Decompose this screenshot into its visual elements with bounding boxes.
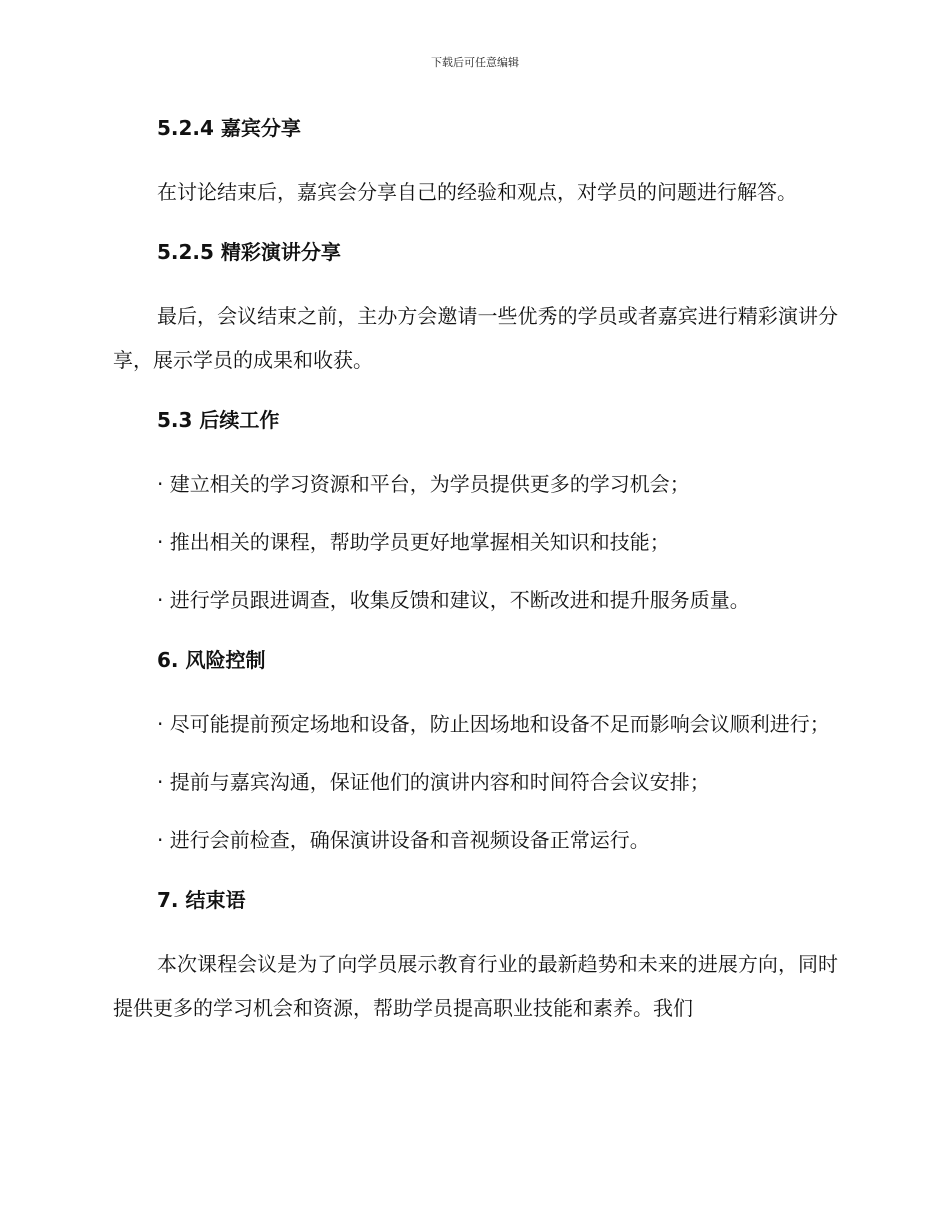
bullet-item: · 进行学员跟进调查，收集反馈和建议，不断改进和提升服务质量。 [157, 588, 750, 612]
section-heading-7: 7. 结束语 [157, 888, 246, 912]
section-heading-5-2-5: 5.2.5 精彩演讲分享 [157, 240, 341, 264]
section-paragraph-7: 本次课程会议是为了向学员展示教育行业的最新趋势和未来的进展方向，同时提供更多的学习机会和资源，帮助学员提高职业技能和素养。我们 [113, 952, 838, 1020]
section-heading-5-2-4: 5.2.4 嘉宾分享 [157, 116, 301, 140]
bullet-item: · 进行会前检查，确保演讲设备和音视频设备正常运行。 [157, 828, 650, 852]
bullet-item: · 推出相关的课程，帮助学员更好地掌握相关知识和技能； [157, 530, 670, 554]
page-header-note: 下载后可任意编辑 [431, 56, 519, 69]
bullet-item: · 尽可能提前预定场地和设备，防止因场地和设备不足而影响会议顺利进行； [157, 712, 830, 736]
section-paragraph-5-2-4: 在讨论结束后，嘉宾会分享自己的经验和观点，对学员的问题进行解答。 [157, 180, 797, 204]
bullet-item: · 建立相关的学习资源和平台，为学员提供更多的学习机会； [157, 472, 690, 496]
section-heading-5-3: 5.3 后续工作 [157, 408, 280, 432]
section-heading-6: 6. 风险控制 [157, 648, 266, 672]
bullet-item: · 提前与嘉宾沟通，保证他们的演讲内容和时间符合会议安排； [157, 770, 710, 794]
section-paragraph-5-2-5: 最后，会议结束之前，主办方会邀请一些优秀的学员或者嘉宾进行精彩演讲分享，展示学员的成果和收获。 [113, 304, 838, 372]
document-body [113, 112, 838, 1030]
